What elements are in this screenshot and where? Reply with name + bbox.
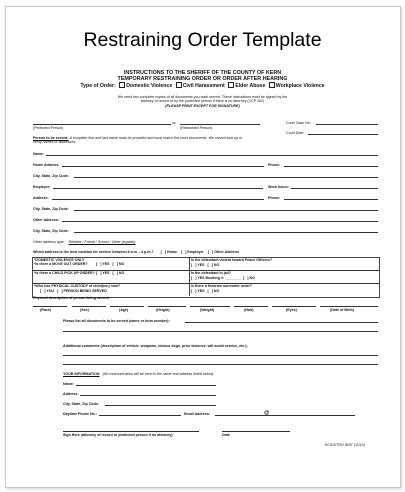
order-type-option: Civil Harassment (182, 83, 225, 89)
work-city-line[interactable] (74, 210, 378, 211)
person-served-label: Person to be served: (33, 136, 69, 140)
daytime-phone-label: Daytime Phone No.: (63, 412, 97, 416)
best-location-other: Other Address (214, 250, 240, 254)
work-phone-line[interactable] (284, 199, 378, 200)
move-out-answers[interactable]: [ ] YES [ ] NO (96, 262, 125, 266)
weight-line[interactable] (190, 306, 230, 307)
jail-question: Is the defendant in jail? (191, 271, 231, 275)
best-location-home: Home (167, 250, 178, 254)
eyes-caption: (Eyes) (286, 308, 297, 312)
custody-question: *Who has PHYSICAL CUSTODY of child(ren) now? (34, 284, 121, 288)
firearms-answers[interactable]: [ ] YES [ ] NO (191, 289, 220, 293)
date-caption: Date (222, 433, 230, 437)
instructions-note-3: (PLEASE PRINT EXCEPT FOR SIGNATURE) (165, 104, 240, 108)
city-state-zip-line[interactable] (74, 177, 378, 178)
child-pickup-answers[interactable]: [ ] YES [ ] NO (96, 271, 125, 275)
your-address-label: Address: (63, 392, 79, 396)
best-location-row: Which address is the best location for service between 8 a.m. - 4 p.m.? [ ] Home [ ] Employer [ ] Other Address (33, 250, 240, 254)
employer-label: Employer: (33, 185, 51, 189)
race-line[interactable] (33, 306, 67, 307)
instructions-note-1: We need two complete copies of all documents you want served. These instructions must be signed by the (117, 95, 288, 99)
height-caption: (Height) (156, 308, 170, 312)
comments-label: Additional comments (description of vehicle, weapons, vicious dogs, prior violence, will avoid service, etc.): (63, 344, 248, 348)
your-info-note: (All communication will be sent to the name and address listed below): (102, 372, 215, 376)
order-type-label: Type of Order: (80, 83, 116, 89)
order-type-row (0, 82, 405, 89)
age-line[interactable] (110, 306, 144, 307)
race-caption: (Race) (40, 308, 51, 312)
custody-answers[interactable]: [ ] YOU [ ] PERSON BEING SERVED (40, 289, 107, 293)
dv-only-label: *DOMESTIC VIOLENCE ONLY (34, 258, 85, 262)
order-type-option: Elder Abuse (235, 83, 266, 89)
hair-caption: (Hair) (244, 308, 254, 312)
instructions-heading: INSTRUCTIONS TO THE SHERIFF OF THE COUNTY OF KERN (123, 70, 282, 76)
email-label: Email Address: (184, 412, 211, 416)
vs-label: vs. (172, 121, 177, 125)
signature-caption: Sign Here (attorney of record or protected person if no attorney) (63, 433, 173, 437)
order-type-option: Workplace Violence (275, 83, 325, 89)
your-city-label: City, State, Zip Code: (63, 402, 99, 406)
child-pickup-question: *Is there a CHILD PICK UP ORDER? (34, 271, 95, 275)
restrained-person-line[interactable] (180, 124, 260, 125)
comments-line-2[interactable] (63, 364, 378, 365)
documents-line-2[interactable] (63, 331, 378, 332)
firearms-question: Is there a firearms surrender order? (191, 284, 253, 288)
instructions-note-2: attorney of record or by the protected person if there is no attorney (CCP 262) (140, 99, 265, 103)
court-date-line[interactable] (308, 134, 378, 135)
protected-person-caption: (Protected Person) (33, 126, 64, 130)
other-city-line[interactable] (74, 232, 378, 233)
hair-line[interactable] (234, 306, 268, 307)
work-city-label: City, State, Zip Code: (33, 207, 69, 211)
move-out-question: *Is there a MOVE OUT ORDER? (34, 262, 88, 266)
documents-label: Please list all documents to be served (name or form number): (63, 319, 170, 323)
instructions-subheading: TEMPORARY RESTRAINING ORDER OR ORDER AFTER HEARING (117, 76, 288, 82)
work-address-line[interactable] (52, 199, 264, 200)
work-address-label: Address: (33, 196, 49, 200)
checkbox-domestic-violence[interactable] (119, 82, 125, 88)
your-name-line[interactable] (76, 385, 216, 386)
weight-caption: (Weight) (200, 308, 215, 312)
jail-answers[interactable]: [ ] YES Booking #: ________ [ ] NO (191, 276, 255, 280)
other-address-type-options: Relative / Friend / School / Other (explain) (68, 240, 136, 244)
home-address-label: Home Address: (33, 163, 60, 167)
best-location-employer: Employer (187, 250, 204, 254)
checkbox-workplace-violence[interactable] (269, 82, 275, 88)
age-caption: (Age) (119, 308, 129, 312)
checkbox-elder-abuse[interactable] (228, 82, 234, 88)
served-name-label: Name: (33, 152, 44, 156)
dob-line[interactable] (320, 306, 378, 307)
other-address-type-label: Other address type: (33, 240, 65, 244)
restrained-person-caption: (Restrained Person) (180, 126, 213, 130)
violent-answers[interactable]: [ ] YES [ ] NO (191, 263, 220, 267)
case-number-line[interactable] (316, 124, 378, 125)
work-hours-label: Work hours: (268, 185, 290, 189)
person-served-text-2: verify names or addresses. (33, 140, 77, 144)
other-city-label: City, State, Zip Code: (33, 229, 69, 233)
court-date-label: Court Date: (286, 131, 305, 135)
page-title: Restraining Order Template (83, 29, 322, 51)
home-address-line[interactable] (62, 166, 264, 167)
height-line[interactable] (148, 306, 186, 307)
other-address-type (33, 240, 135, 244)
sex-line[interactable] (72, 306, 106, 307)
checkbox-civil-harassment[interactable] (176, 82, 182, 88)
eyes-line[interactable] (272, 306, 316, 307)
home-phone-label: Phone: (268, 163, 281, 167)
city-state-zip-label: City, State, Zip Code: (33, 174, 69, 178)
your-info-heading: YOUR INFORMATION (63, 372, 100, 376)
your-address-line[interactable] (80, 395, 216, 396)
work-hours-line[interactable] (291, 188, 378, 189)
served-name-line[interactable] (46, 155, 378, 156)
your-city-line[interactable] (105, 405, 216, 406)
best-location-question: Which address is the best location for service between 8 a.m. - 4 p.m.? (33, 250, 154, 254)
email-at-symbol: @ (264, 410, 270, 416)
daytime-phone-line[interactable] (99, 415, 181, 416)
sex-caption: (Sex) (80, 308, 89, 312)
order-type-option: Domestic Violence (126, 83, 173, 89)
dob-caption: (Date of Birth) (330, 308, 354, 312)
form-code: KCSO/TRO INST (11/10) (325, 443, 366, 447)
work-phone-label: Phone: (268, 196, 281, 200)
home-phone-line[interactable] (284, 166, 378, 167)
violent-question: Is the defendant violent toward Peace Officers? (191, 258, 273, 262)
documents-line[interactable] (185, 322, 378, 323)
employer-line[interactable] (53, 188, 263, 189)
your-name-label: Name: (63, 382, 74, 386)
signature-line[interactable] (63, 431, 199, 432)
email-line[interactable] (215, 415, 355, 416)
questions-divider (189, 257, 190, 296)
other-address-label: Other Address: (33, 218, 60, 222)
protected-person-line[interactable] (33, 124, 171, 125)
your-info-heading-row (63, 372, 214, 376)
date-line[interactable] (222, 431, 290, 432)
case-number-label: Court Case No: (286, 121, 311, 125)
physical-description-label: Physical description of person being served: (33, 296, 110, 300)
other-address-line[interactable] (62, 221, 378, 222)
comments-line[interactable] (63, 355, 378, 356)
person-served-text: A complete first and last name must be provided and must match the court documents. We cannot look up or (69, 136, 243, 140)
